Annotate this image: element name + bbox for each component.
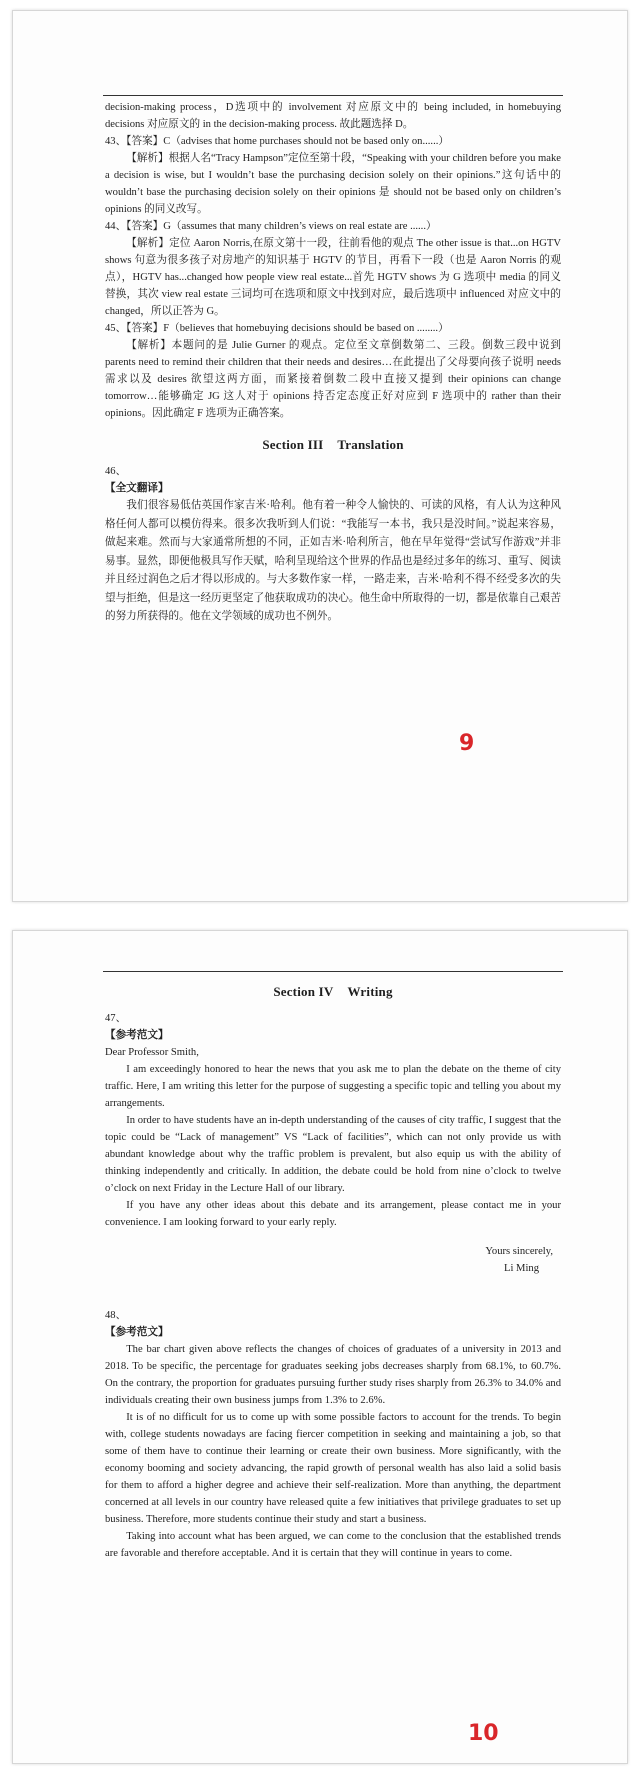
letter-paragraph-1: I am exceedingly honored to hear the news that you ask me to plan the debate on the theme of city traffic. Here, I am writing this letter for the purpose of suggesting a specific topic and telling you about my arrangements. [105, 1064, 561, 1109]
section-title-writing [105, 983, 561, 1000]
header-rule [103, 971, 563, 972]
section-name: Writing [347, 984, 393, 999]
page-10-content [105, 979, 561, 1562]
page-9 [12, 10, 628, 902]
section-name: Translation [337, 437, 404, 452]
question-number-48: 48、 [105, 1310, 127, 1321]
question-number-47: 47、 [105, 1013, 127, 1024]
explanation-44: 【解析】定位 Aaron Norris,在原文第十一段，往前看他的观点 The other issue is that...on HGTV shows 句意为很多孩子对房地产的知识基于 HGTV 的节目，再看下一段（也是 Aaron Norris 的观点），HGTV has...changed how people view real estate...首先 HGTV shows 为 G 选项中 media 的同义替换，其次 view real estate 三词均可在选项和原文中找到对应，最后选项中 influenced 对应文中的 changed，所以正答为 G。 [105, 238, 561, 317]
translation-text: 我们很容易低估英国作家吉米·哈利。他有着一种令人愉快的、可读的风格，有人认为这种风格任何人都可以模仿得来。很多次我听到人们说：“我能写一本书，我只是没时间。”说起来容易，做起来难。然而与大家通常所想的不同，正如吉米·哈利所言，他在早年觉得“尝试写作游戏”并非易事。显然，即便他极具写作天赋，哈利呈现给这个世界的作品也是经过多年的练习、重写、阅读并且经过润色之后才得以形成的。与大多数作家一样，一路走来，吉米·哈利不得不经受多次的失望与拒绝，但是这一经历更坚定了他获取成功的决心。他生命中所取得的一切，都是依靠自己艰苦的努力所获得的。他在文学领域的成功也不例外。 [105, 500, 561, 622]
sample-essay-tag: 【参考范文】 [105, 1030, 169, 1041]
answer-44: 44、【答案】G（assumes that many children’s views on real estate are ......） [105, 221, 437, 232]
answer-45: 45、【答案】F（believes that homebuying decisions should be based on ........） [105, 323, 449, 334]
section-number: Section III [262, 437, 324, 452]
header-rule [103, 95, 563, 96]
page-9-content [105, 99, 561, 627]
letter-signature: Li Ming [503, 1263, 539, 1274]
explanation-43: 【解析】根据人名“Tracy Hampson”定位至第十段，“Speaking with your children before you make a decision is wise, but I wouldn’t base the purchasing decision solely on their opinions.”这句话中的 wouldn’t base the purchasing decision solely on their opinions 是 should not be based only on children’s opinions 的同义改写。 [105, 153, 561, 215]
sample-essay-tag: 【参考范文】 [105, 1327, 169, 1338]
letter-salutation: Dear Professor Smith, [105, 1047, 199, 1058]
page-number: 10 [468, 1721, 499, 1746]
essay-paragraph-1: The bar chart given above reflects the changes of choices of graduates of a university in 2013 and 2018. To be specific, the percentage for graduates seeking jobs decreases sharply from 68.1%, to 60.7%. On the contrary, the proportion for graduates pursuing further study rises sharply from 26.3% to 34.0% and individuals creating their own business jumps from 1.3% to 2.6%. [105, 1344, 561, 1406]
translation-tag: 【全文翻译】 [105, 483, 169, 494]
answer-43: 43、【答案】C（advises that home purchases should not be based only on......） [105, 136, 449, 147]
letter-paragraph-3: If you have any other ideas about this debate and its arrangement, please contact me in your convenience. I am looking forward to your early reply. [105, 1200, 561, 1228]
essay-paragraph-3: Taking into account what has been argued, we can come to the conclusion that the established trends are favorable and therefore acceptable. And it is certain that they will continue in years to come. [105, 1531, 561, 1559]
question-number-46: 46、 [105, 466, 127, 477]
letter-closing: Yours sincerely, [485, 1246, 553, 1257]
explanation-45: 【解析】本题问的是 Julie Gurner 的观点。定位至文章倒数第二、三段。倒数三段中说到 parents need to remind their children that their needs and desires…在此提出了父母要向孩子说明 needs 需求以及 desires 欲望这两方面，而紧接着倒数二段中直接又提到 their opinions can change tomorrow…能够确定 JG 这人对于 opinions 持否定态度正好对应到 F 选项中的 rather than their opinions。因此确定 F 选项为正确答案。 [105, 340, 561, 419]
paragraph-42-tail: decision-making process，D选项中的 involvement 对应原文中的 being included, in homebuying decisions 对应原文的 in the decision-making process. 故此题选择 D。 [105, 102, 561, 130]
essay-paragraph-2: It is of no difficult for us to come up with some possible factors to account for the trends. To begin with, college students nowadays are facing fiercer competition in seeking and maintaining a job, so that some of them have to continue their learning or create their own business. More significantly, with the economy booming and society advancing, the rapid growth of personal wealth has also laid a solid basis for them to afford a higher degree and achieve their self-realization. More than anything, the department concerned at all levels in our country have released quite a few initiatives that privilege graduates to set up business. Therefore, more students continue their study and start a business. [105, 1412, 561, 1525]
letter-paragraph-2: In order to have students have an in-depth understanding of the causes of city traffic, I suggest that the topic could be “Lack of management” VS “Lack of facilities”, which can not only provide us with abundant knowledge about why the traffic problem is prevalent, but also equip us with the ability of thinking independently and critically. In addition, the debate could be hold from nine o’clock to twelve o’clock on next Friday in the Lecture Hall of our library. [105, 1115, 561, 1194]
section-number: Section IV [273, 984, 334, 999]
section-title-translation [105, 436, 561, 453]
page-number: 9 [459, 731, 475, 756]
page-10 [12, 930, 628, 1764]
